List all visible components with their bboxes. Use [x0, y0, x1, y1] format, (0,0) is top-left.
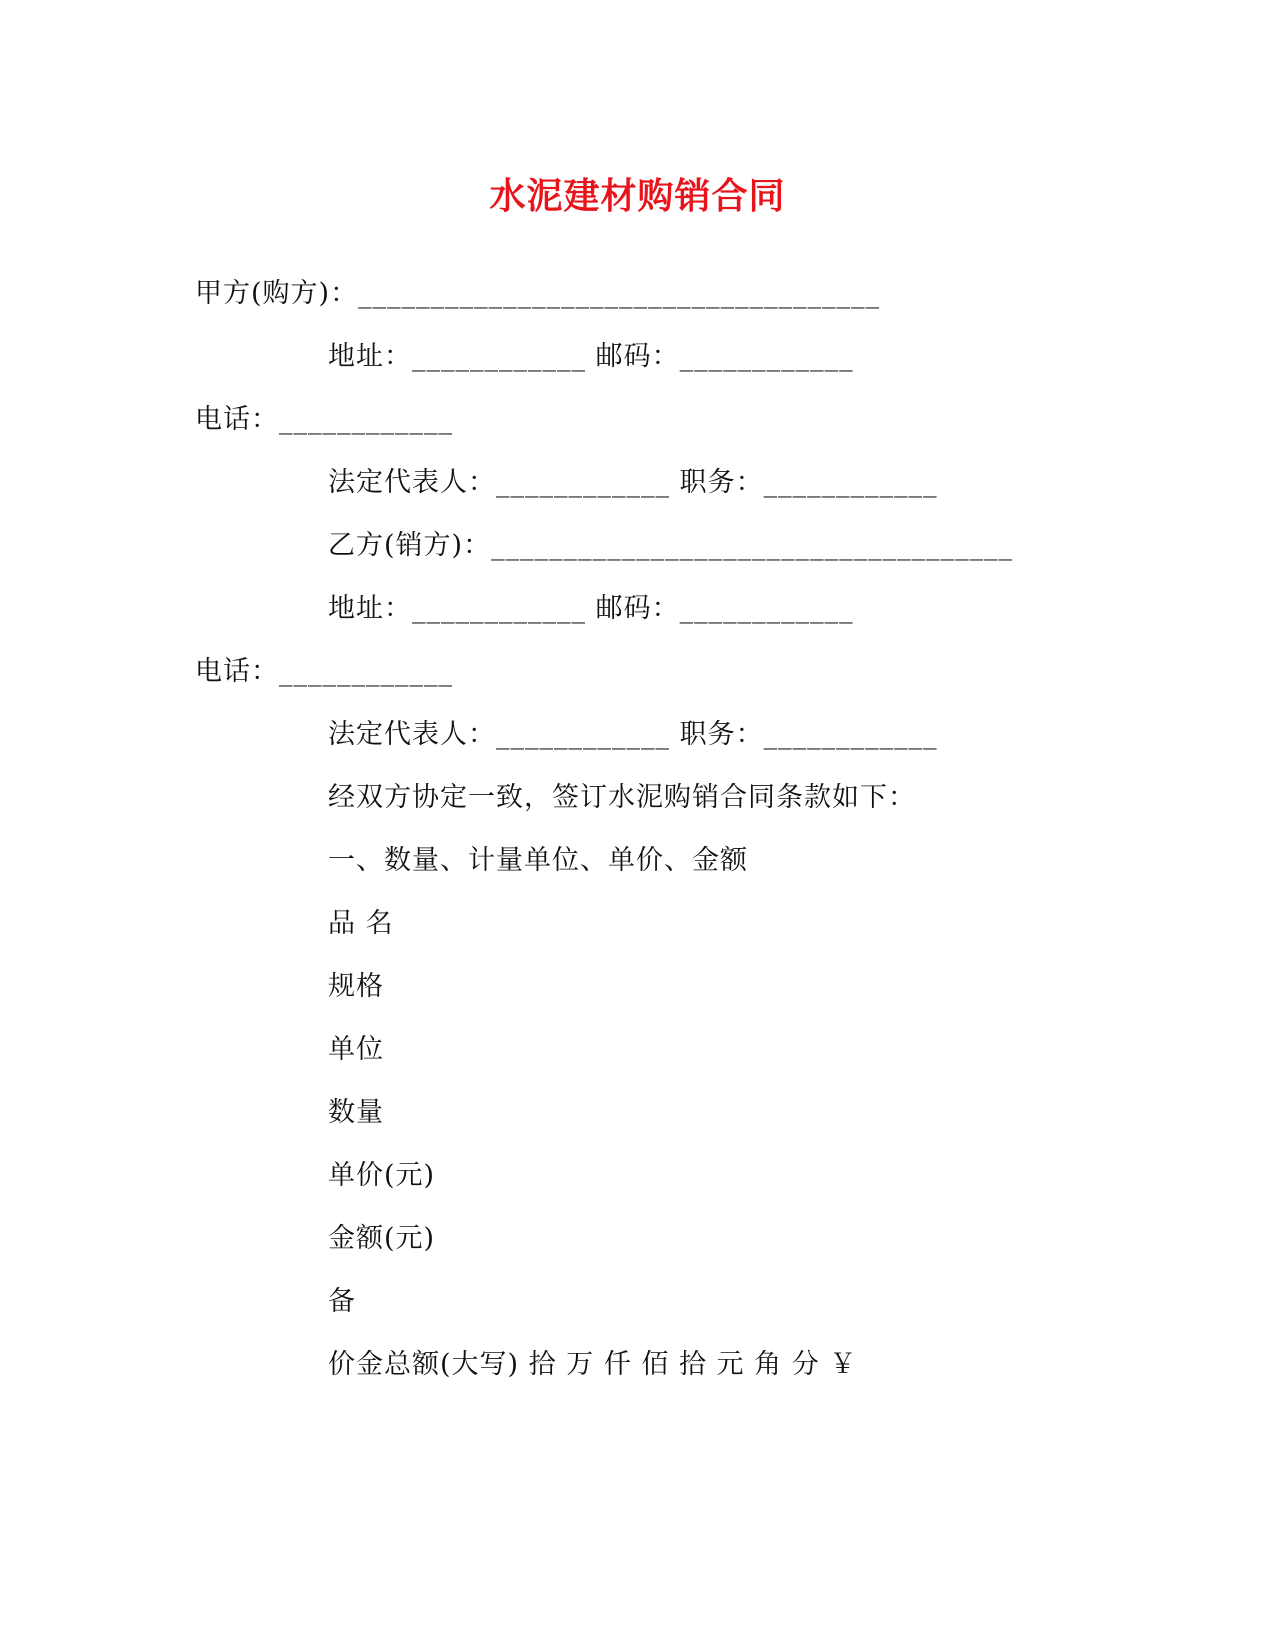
total-amount-line: 价金总额(大写) 拾 万 仟 佰 拾 元 角 分 ￥ [328, 1349, 858, 1380]
field-amount: 金额(元) [328, 1223, 436, 1254]
field-remarks: 备 [328, 1286, 356, 1317]
party-b-representative-line: 法定代表人：____________ 职务：____________ [328, 719, 938, 750]
party-a-representative-line: 法定代表人：____________ 职务：____________ [328, 467, 938, 498]
party-a-buyer-line: 甲方(购方)：____________________________________ [195, 278, 881, 309]
party-a-address-postcode-line: 地址：____________ 邮码：____________ [328, 341, 854, 372]
field-unit-price: 单价(元) [328, 1160, 436, 1191]
party-b-seller-line: 乙方(销方)：____________________________________ [328, 530, 1014, 561]
agreement-intro-line: 经双方协定一致，签订水泥购销合同条款如下： [328, 782, 916, 813]
section-one-heading: 一、数量、计量单位、单价、金额 [328, 845, 748, 876]
field-product-name: 品 名 [328, 908, 394, 939]
field-quantity: 数量 [328, 1097, 384, 1128]
field-unit: 单位 [328, 1034, 384, 1065]
field-specification: 规格 [328, 971, 384, 1002]
document-title: 水泥建材购销合同 [489, 175, 786, 217]
party-b-phone-line: 电话：____________ [195, 656, 453, 687]
party-a-phone-line: 电话：____________ [195, 404, 453, 435]
party-b-address-postcode-line: 地址：____________ 邮码：____________ [328, 593, 854, 624]
